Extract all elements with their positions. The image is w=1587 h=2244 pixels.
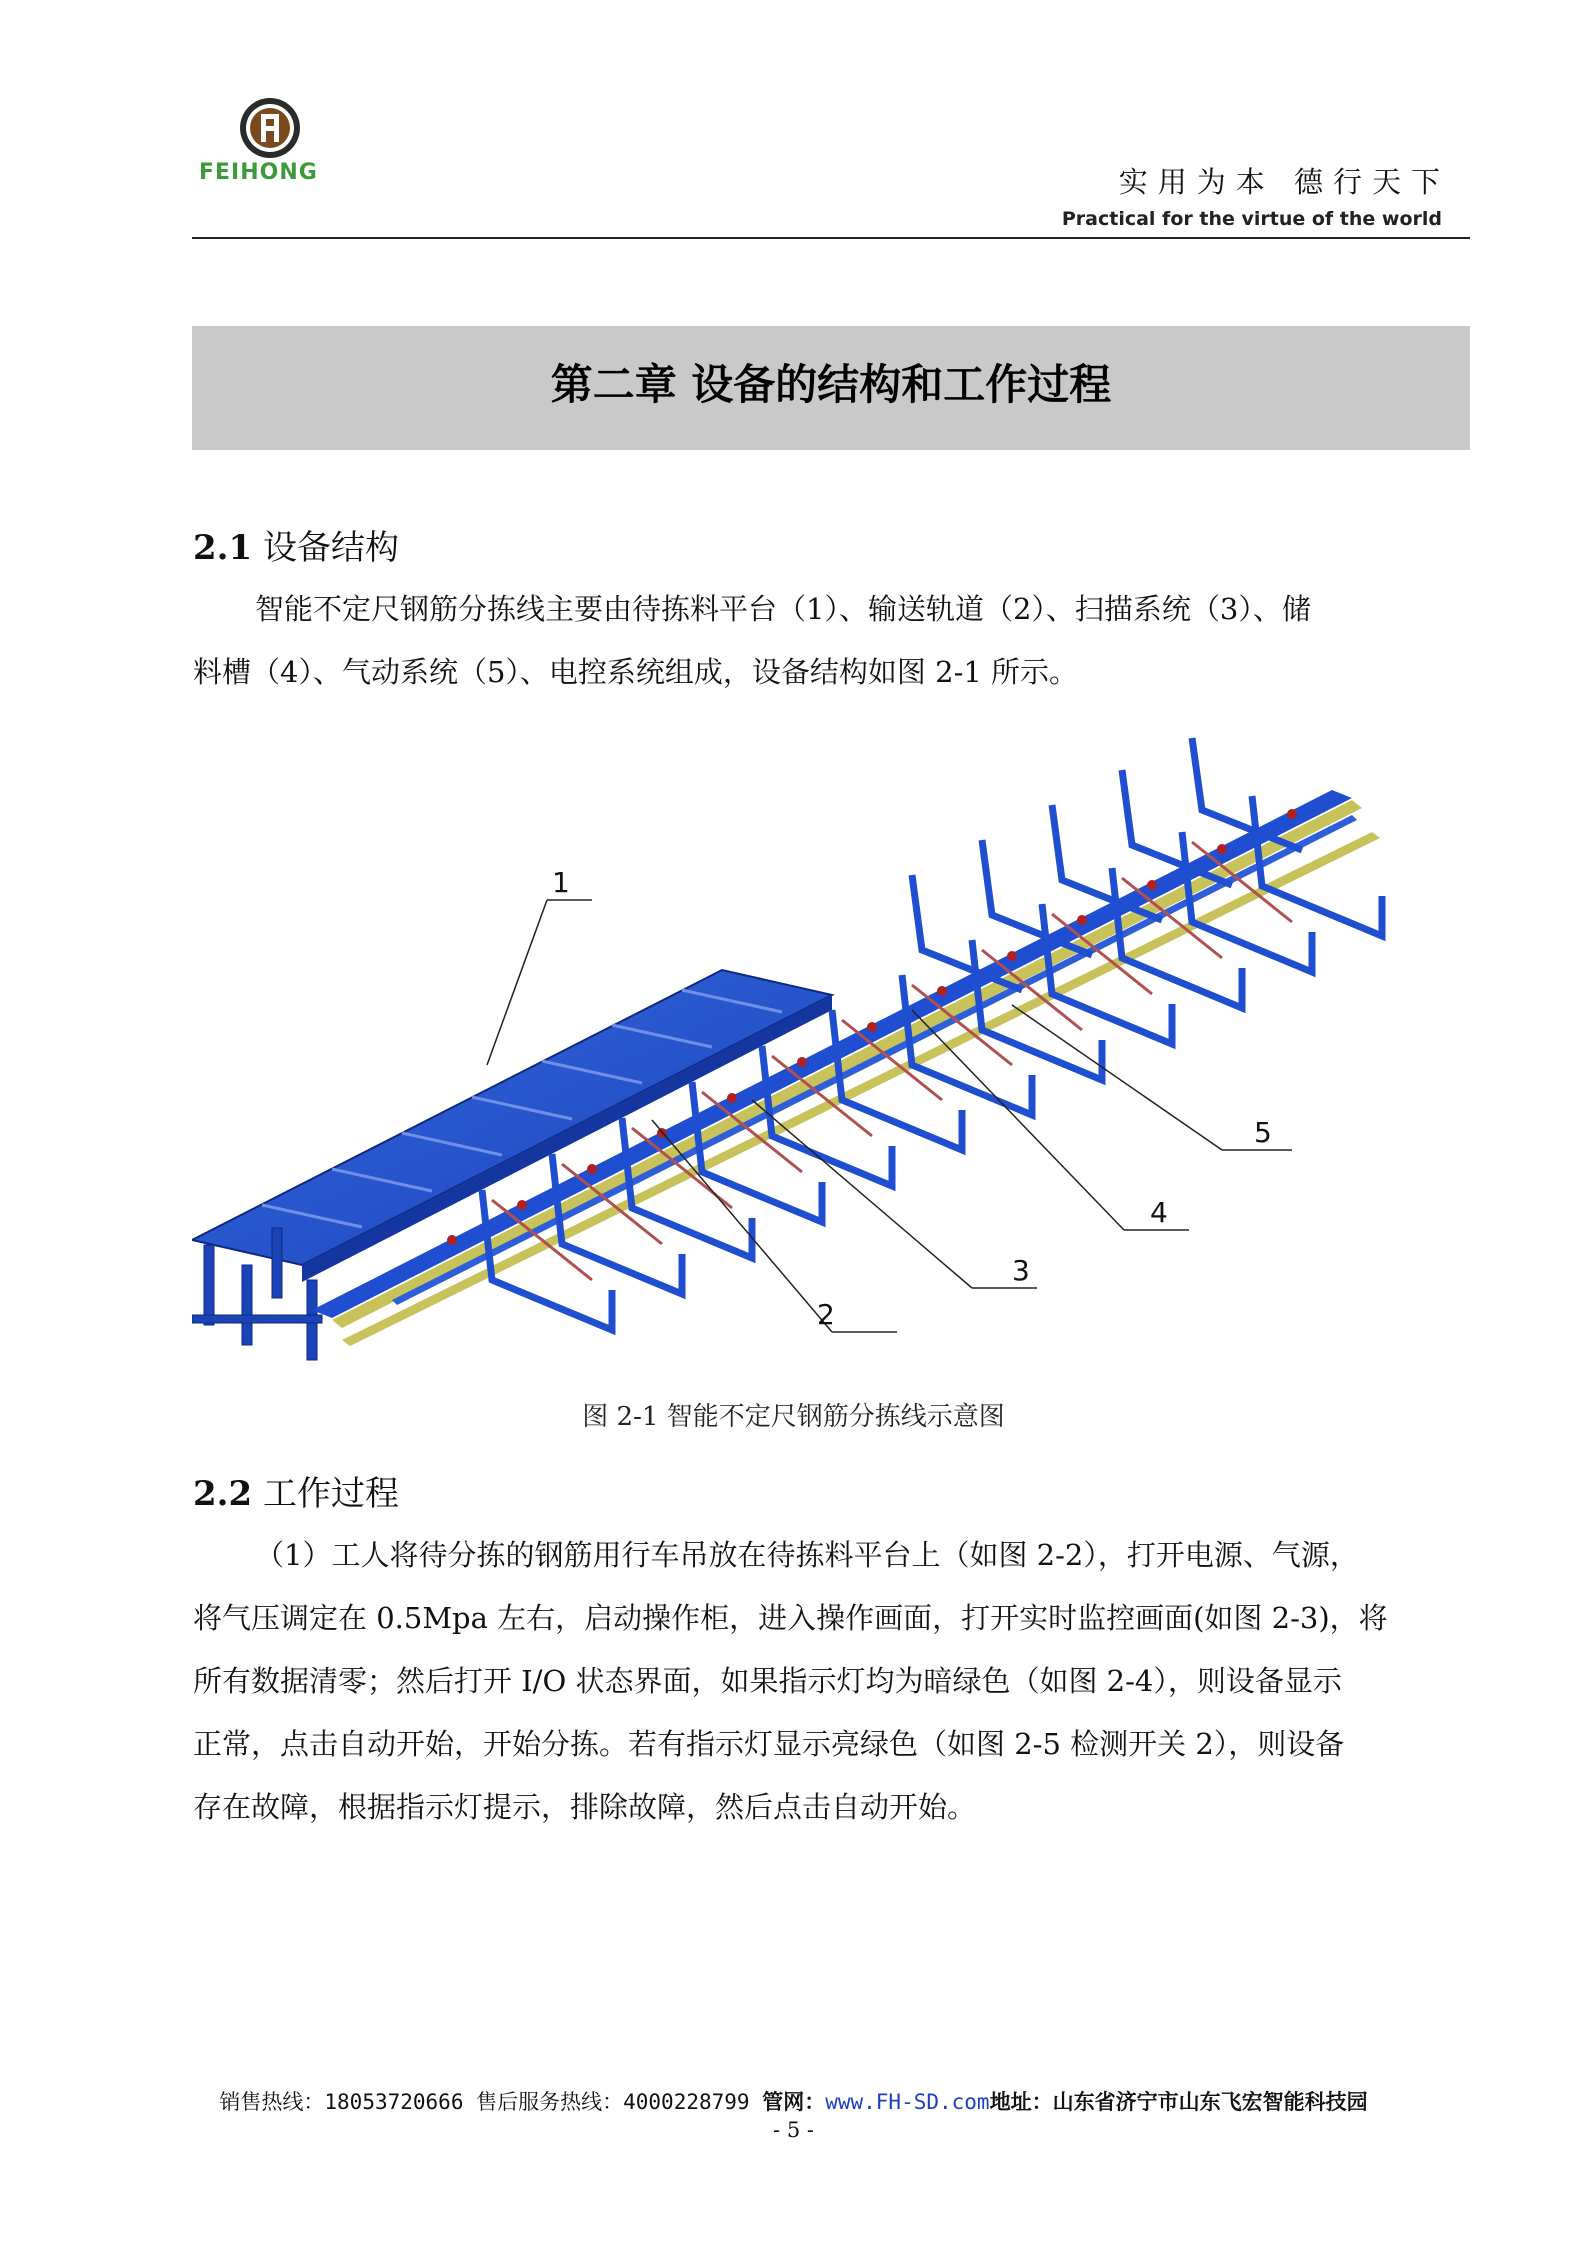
section-2-2-paragraph (193, 1524, 1473, 1839)
address-label: 地址： (989, 2090, 1053, 2114)
section-title: 工作过程 (262, 1474, 399, 1514)
paragraph-line: 将气压调定在 0.5Mpa 左右，启动操作柜，进入操作画面，打开实时监控画面(如图 2-3)，将 (193, 1601, 1388, 1635)
callout-5: 5 (1254, 1116, 1272, 1149)
sorting-line-figure (192, 720, 1472, 1370)
section-number: 2.1 (193, 528, 253, 568)
header-divider (192, 237, 1470, 239)
paragraph-line: （1）工人将待分拣的钢筋用行车吊放在待拣料平台上（如图 2-2），打开电源、气源， (255, 1538, 1359, 1572)
service-label: 售后服务热线： (476, 2090, 624, 2114)
callout-2: 2 (817, 1298, 835, 1331)
chapter-title: 第二章 设备的结构和工作过程 (550, 360, 1112, 409)
sales-phone: 18053720666 (324, 2090, 464, 2114)
page-number: - 5 - (773, 2118, 814, 2142)
brand-name: FEIHONG (199, 160, 318, 185)
section-2-2-heading (193, 1466, 399, 1515)
paragraph-line: 所有数据清零；然后打开 I/O 状态界面，如果指示灯均为暗绿色（如图 2-4），则设备显示 (193, 1664, 1342, 1698)
service-phone: 4000228799 (623, 2090, 750, 2114)
site-label: 管网： (762, 2090, 826, 2114)
paragraph-line: 料槽（4）、气动系统（5）、电控系统组成，设备结构如图 2-1 所示。 (193, 655, 1079, 689)
motto-english: Practical for the virtue of the world (1061, 208, 1442, 230)
paragraph-line: 存在故障，根据指示灯提示，排除故障，然后点击自动开始。 (193, 1790, 977, 1824)
section-2-1-paragraph (193, 578, 1473, 704)
section-title: 设备结构 (262, 528, 399, 568)
address: 山东省济宁市山东飞宏智能科技园 (1052, 2090, 1368, 2114)
callout-4: 4 (1150, 1196, 1168, 1229)
motto-chinese: 实用为本 德行天下 (1118, 165, 1450, 199)
conveyor-rail (312, 790, 1380, 1346)
chapter-banner (192, 326, 1470, 450)
callout-3: 3 (1012, 1254, 1030, 1287)
feihong-logo (195, 94, 345, 194)
sales-label: 销售热线： (219, 2090, 325, 2114)
figure-caption: 图 2-1 智能不定尺钢筋分拣线示意图 (582, 1402, 1005, 1432)
paragraph-line: 正常，点击自动开始，开始分拣。若有指示灯显示亮绿色（如图 2-5 检测开关 2），则设备 (193, 1727, 1345, 1761)
section-number: 2.2 (193, 1474, 253, 1514)
waiting-platform (192, 970, 832, 1360)
footer-contact (0, 2086, 1587, 2116)
website-link[interactable]: www.FH-SD.com (825, 2090, 990, 2114)
section-2-1-heading (193, 520, 399, 569)
sorting-line-illustration (192, 720, 1472, 1370)
paragraph-line: 智能不定尺钢筋分拣线主要由待拣料平台（1）、输送轨道（2）、扫描系统（3）、储 (255, 592, 1311, 626)
callout-1: 1 (552, 866, 570, 899)
